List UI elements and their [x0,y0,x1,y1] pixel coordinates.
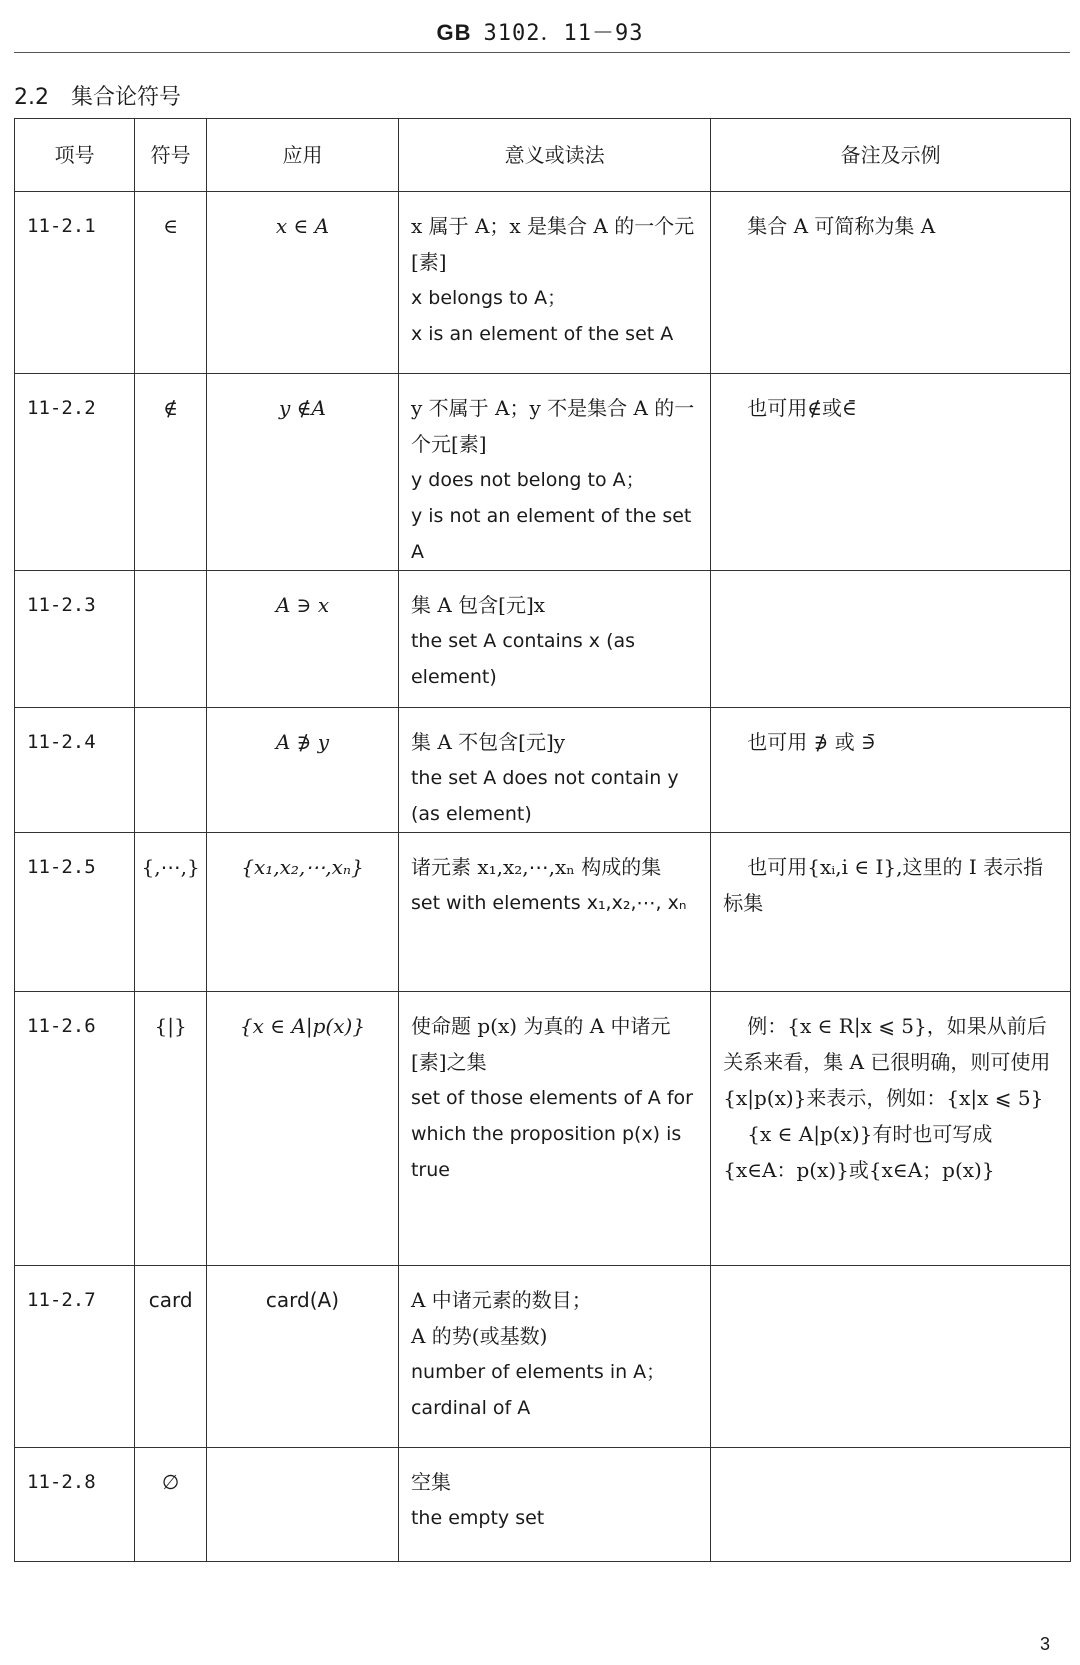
meaning-zh: 诸元素 x₁,x₂,⋯,xₙ 构成的集 [410,855,662,879]
meaning-zh: A 的势(或基数) [410,1324,548,1348]
application-cell: A ∌ y [206,708,398,833]
table-header-row [15,119,1071,192]
application-cell: A ∋ x [206,571,398,708]
note-text: 也可用 ∌ 或 ∋̄ [747,730,876,754]
meaning-en: number of elements in A； [410,1361,666,1383]
standard-number: 3102．11－93 [483,21,644,46]
meaning-cell [398,833,710,992]
meaning-en: set of those elements of A for which the proposition p(x) is true [410,1087,693,1181]
symbol-cell: {,⋯,} [135,833,207,992]
item-number: 11-2.1 [15,192,135,374]
item-number: 11-2.6 [15,992,135,1266]
symbol-cell: ∅ [135,1448,207,1562]
meaning-en: the set A contains x (as element) [410,630,636,688]
table-row [15,192,1071,374]
meaning-en: y is not an element of the set A [410,505,692,563]
table-row [15,1266,1071,1448]
meaning-zh: 集 A 包含[元]x [410,593,546,617]
header-meaning: 意义或读法 [398,119,710,192]
item-number: 11-2.8 [15,1448,135,1562]
standard-code: GB [436,20,472,45]
header-rule [14,52,1070,53]
note-cell [711,1266,1071,1448]
note-text: 例：{x ∈ R|x ⩽ 5}，如果从前后关系来看，集 A 已很明确，则可使用{x|p(x)}来表示，例如：{x|x ⩽ 5} [723,1014,1051,1110]
meaning-cell [398,992,710,1266]
meaning-cell [398,192,710,374]
note-text: 也可用{xᵢ,i ∈ I},这里的 I 表示指标集 [723,855,1044,915]
table-row [15,571,1071,708]
note-text: 集合 A 可简称为集 A [747,214,936,238]
meaning-zh: 使命题 p(x) 为真的 A 中诸元[素]之集 [410,1014,671,1074]
symbol-cell: ∈ [135,192,207,374]
meaning-en: x is an element of the set A [410,323,674,345]
symbol-cell: {|} [135,992,207,1266]
application-cell: {x ∈ A|p(x)} [206,992,398,1266]
meaning-zh: x 属于 A；x 是集合 A 的一个元[素] [410,214,695,274]
note-cell [711,571,1071,708]
meaning-cell [398,374,710,571]
meaning-en: y does not belong to A； [410,469,645,491]
note-cell [711,833,1071,992]
header-item-no: 项号 [15,119,135,192]
meaning-zh: 空集 [410,1470,451,1494]
application-cell: {x₁,x₂,⋯,xₙ} [206,833,398,992]
application-cell: y ∉A [206,374,398,571]
table-row [15,1448,1071,1562]
item-number: 11-2.4 [15,708,135,833]
table-row [15,708,1071,833]
note-cell [711,708,1071,833]
meaning-en: the set A does not contain y (as element) [410,767,679,825]
item-number: 11-2.5 [15,833,135,992]
table-row [15,833,1071,992]
section-title: 2.2 集合论符号 [14,85,181,110]
note-text: 也可用∉或∈̄ [747,396,857,420]
table-row [15,374,1071,571]
note-text: {x ∈ A|p(x)}有时也可写成{x∈A：p(x)}或{x∈A；p(x)} [723,1122,995,1182]
symbol-cell [135,708,207,833]
application-cell: card(A) [206,1266,398,1448]
item-number: 11-2.2 [15,374,135,571]
application-cell [206,1448,398,1562]
symbol-cell: card [135,1266,207,1448]
meaning-cell [398,1448,710,1562]
application-cell: x ∈ A [206,192,398,374]
meaning-zh: y 不属于 A；y 不是集合 A 的一个元[素] [410,396,695,456]
document-header [0,16,1080,47]
table-row [15,992,1071,1266]
symbol-cell [135,571,207,708]
symbol-cell: ∉ [135,374,207,571]
page-number: 3 [1040,1634,1051,1654]
meaning-cell [398,571,710,708]
note-cell [711,1448,1071,1562]
note-cell [711,192,1071,374]
meaning-zh: A 中诸元素的数目； [410,1288,592,1312]
meaning-cell [398,1266,710,1448]
meaning-cell [398,708,710,833]
note-cell [711,374,1071,571]
header-symbol: 符号 [135,119,207,192]
header-application: 应用 [206,119,398,192]
item-number: 11-2.3 [15,571,135,708]
meaning-en: set with elements x₁,x₂,⋯, xₙ [410,892,687,914]
header-notes: 备注及示例 [711,119,1071,192]
meaning-zh: 集 A 不包含[元]y [410,730,566,754]
meaning-en: the empty set [410,1507,545,1529]
item-number: 11-2.7 [15,1266,135,1448]
meaning-en: cardinal of A [410,1397,531,1419]
symbol-table [14,118,1071,1562]
meaning-en: x belongs to A； [410,287,567,309]
note-cell [711,992,1071,1266]
